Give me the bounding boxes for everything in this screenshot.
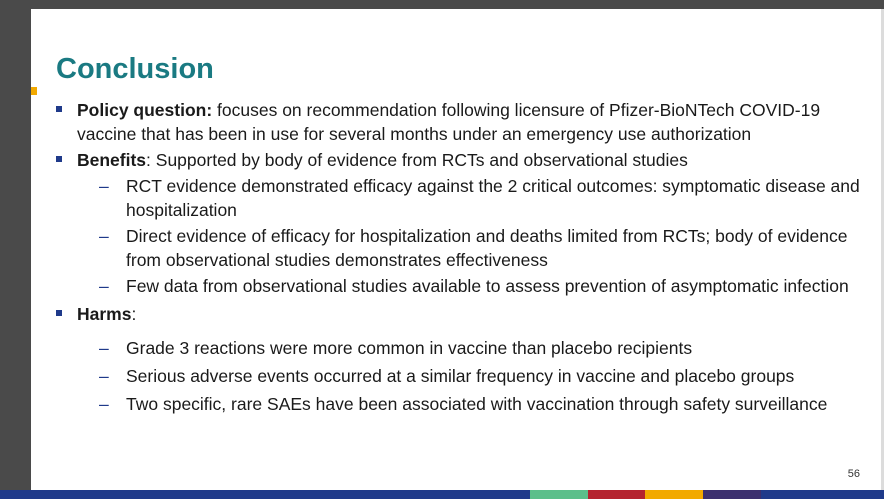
sub-bullet-text: Direct evidence of efficacy for hospitalization and deaths limited from RCTs; body of evidence from observational studies demonstrates effectiveness [126, 226, 848, 270]
bullet-harms [56, 302, 876, 326]
dash-bullet-icon: – [99, 226, 109, 246]
footer-segment [645, 490, 703, 499]
bullet-bold-label: Policy question: [77, 100, 213, 120]
slide-content [56, 98, 876, 416]
dash-bullet-icon: – [99, 366, 109, 386]
bullet-policy-question [56, 98, 876, 146]
square-bullet-icon [56, 156, 62, 162]
page-number: 56 [847, 468, 860, 480]
sub-bullet-text: Few data from observational studies available to assess prevention of asymptomatic infection [126, 276, 849, 296]
sub-bullet-text: Two specific, rare SAEs have been associated with vaccination through safety surveillance [126, 394, 828, 414]
dash-bullet-icon: – [99, 176, 109, 196]
footer-segment [588, 490, 645, 499]
sub-bullet-text: Serious adverse events occurred at a similar frequency in vaccine and placebo groups [126, 366, 795, 386]
bullet-bold-label: Benefits [77, 150, 147, 170]
footer-segment [530, 490, 588, 499]
bullet-text: : Supported by body of evidence from RCTs and observational studies [146, 150, 688, 170]
title-accent-bar [31, 87, 37, 95]
footer-segment [761, 490, 884, 499]
slide [31, 9, 884, 490]
dash-bullet-icon: – [99, 394, 109, 414]
sub-bullet-text: Grade 3 reactions were more common in vaccine than placebo recipients [126, 338, 693, 358]
bullet-text: : [131, 304, 137, 324]
footer-color-bar [0, 490, 884, 499]
dash-bullet-icon: – [99, 276, 109, 296]
sub-bullet [56, 392, 876, 416]
square-bullet-icon [56, 106, 62, 112]
footer-segment [0, 490, 530, 499]
bullet-bold-label: Harms [77, 304, 132, 324]
square-bullet-icon [56, 310, 62, 316]
sub-bullet [56, 274, 876, 298]
window-left-border [0, 0, 31, 499]
slide-title: Conclusion [56, 53, 214, 85]
sub-bullet [56, 364, 876, 388]
dash-bullet-icon: – [99, 338, 109, 358]
sub-bullet-text: RCT evidence demonstrated efficacy against the 2 critical outcomes: symptomatic disease and hospitalization [126, 176, 860, 220]
sub-bullet [56, 336, 876, 360]
footer-segment [703, 490, 761, 499]
bullet-text: focuses on recommendation following licensure of Pfizer-BioNTech COVID-19 vaccine that has been in use for several months under an emergency use authorization [77, 100, 821, 144]
sub-bullet [56, 224, 876, 272]
bullet-benefits [56, 148, 876, 172]
sub-bullet [56, 174, 876, 222]
window-top-border [0, 0, 884, 9]
